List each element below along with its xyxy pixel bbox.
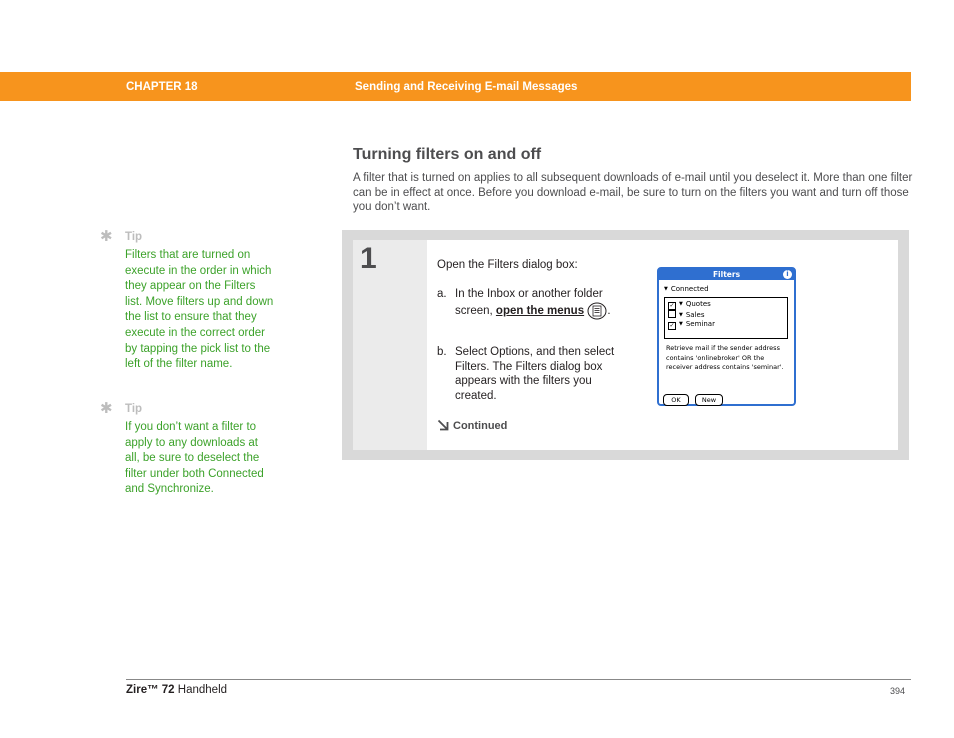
pick-list-label: Connected: [670, 285, 709, 293]
page-number: 394: [890, 686, 906, 696]
triangle-down-icon: ▼: [664, 286, 668, 292]
tip-text: Filters that are turned on execute in the order in which they appear on the Filters list. Move filters up and down the list to ensure that they execute in the correct order by tapping the pick list to the left of the filter name.: [125, 249, 274, 371]
tip-text: If you don’t want a filter to apply to any downloads at all, be sure to deselect the filter under both Connected and Synchronize.: [125, 421, 264, 496]
new-button[interactable]: New: [695, 394, 723, 406]
filter-name: Seminar: [685, 320, 715, 328]
tip-1: [100, 228, 280, 371]
tip-2: [100, 400, 280, 496]
checkbox-unchecked-icon[interactable]: [668, 310, 676, 318]
footer-rule: [126, 679, 911, 680]
step-number: 1: [360, 242, 377, 275]
checkbox-checked-icon[interactable]: ✓: [669, 322, 675, 329]
section-intro: A filter that is turned on applies to all subsequent downloads of e-mail until you deselect it. More than one filter can be in effect at once. Before you download e-mail, be sure to turn on the filters you want and turn off those you don’t want.: [353, 172, 913, 213]
filters-list: [664, 297, 788, 339]
ok-button[interactable]: OK: [663, 394, 689, 406]
substep-b-text: Select Options, and then select Filters. The Filters dialog box appears with the filters you created.: [455, 346, 615, 402]
substep-a-body: In the Inbox or another folder screen,: [455, 288, 603, 317]
info-icon[interactable]: i: [783, 270, 792, 279]
continued-label: Continued: [453, 420, 508, 432]
filter-description: Retrieve mail if the sender address contains 'onlinebroker' OR the receiver address contains 'seminar'.: [666, 344, 784, 371]
filter-name: Sales: [685, 311, 705, 319]
tip-label: Tip: [125, 231, 143, 243]
open-menus-link[interactable]: open the menus: [495, 304, 585, 317]
asterisk-icon: ✱: [100, 400, 113, 417]
arrow-down-right-icon: [437, 419, 449, 431]
tip-label: Tip: [125, 403, 143, 415]
triangle-down-icon[interactable]: ▼: [679, 321, 683, 327]
substep-a-end: .: [607, 304, 611, 317]
filters-dialog: [657, 267, 796, 406]
filter-row-seminar[interactable]: [668, 320, 715, 329]
dialog-title: Filters: [659, 269, 794, 280]
filter-row-quotes[interactable]: [668, 300, 711, 309]
connection-pick-list[interactable]: [664, 285, 709, 293]
step-intro: Open the Filters dialog box:: [437, 259, 578, 271]
substep-a-text: [455, 287, 615, 320]
asterisk-icon: ✱: [100, 228, 113, 245]
product-suffix: Handheld: [177, 684, 228, 696]
chapter-title: Sending and Receiving E-mail Messages: [355, 81, 578, 93]
section-title: Turning filters on and off: [353, 146, 542, 163]
filter-name: Quotes: [685, 300, 711, 308]
triangle-down-icon[interactable]: ▼: [679, 301, 683, 307]
menu-icon[interactable]: [587, 302, 607, 320]
checkbox-checked-icon[interactable]: ✓: [669, 302, 675, 309]
product-name: Zire™ 72: [126, 684, 175, 696]
filter-row-sales[interactable]: [668, 310, 705, 319]
chapter-label: CHAPTER 18: [126, 81, 198, 93]
substep-b-marker: b.: [437, 346, 447, 358]
footer-product: [126, 684, 227, 696]
continued-indicator: [437, 419, 507, 432]
substep-a-marker: a.: [437, 288, 447, 300]
triangle-down-icon[interactable]: ▼: [679, 312, 683, 318]
